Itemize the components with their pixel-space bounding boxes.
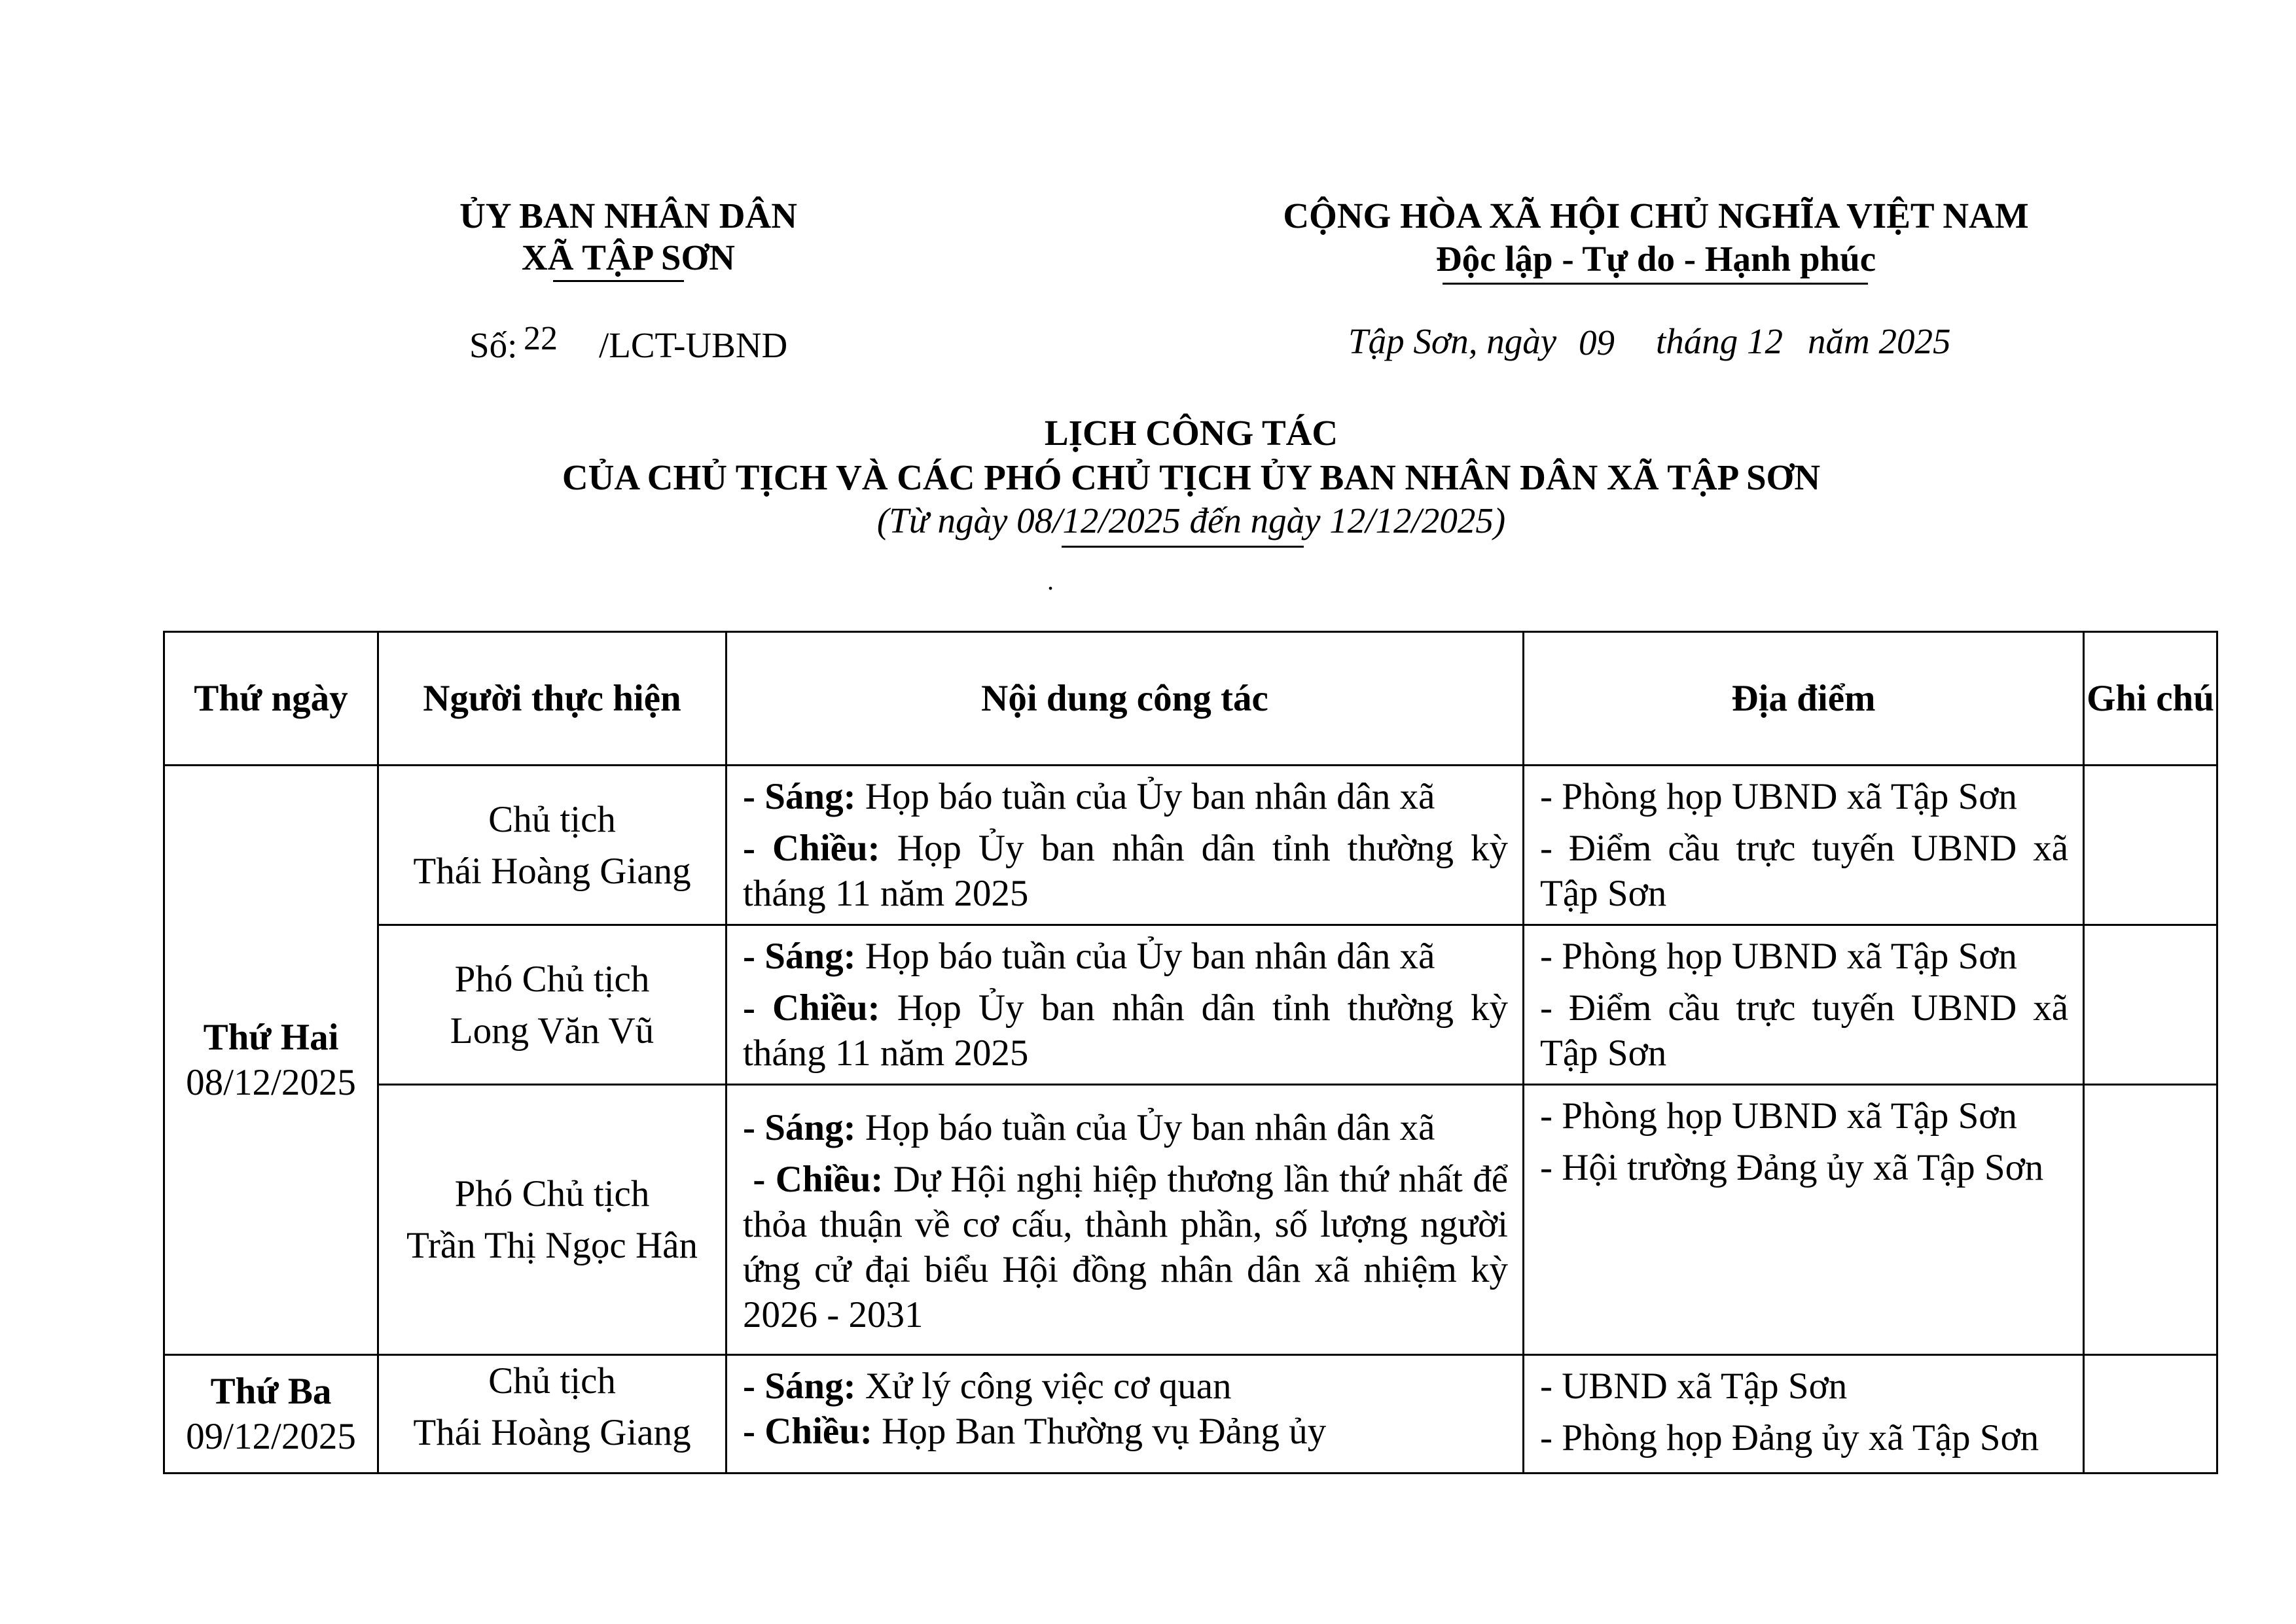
afternoon-text: Dự Hội nghị hiệp thương lần thứ nhất để thỏa thuận về cơ cấu, thành phần, số lượng người ứng cử đại biểu Hội đồng nhân dân xã nhiệm kỳ 2026 - 2031 xyxy=(743,1159,1508,1335)
note-cell xyxy=(2084,925,2217,1085)
date-range: (Từ ngày 08/12/2025 đến ngày 12/12/2025) xyxy=(876,501,1506,540)
morning-label: - Sáng: xyxy=(743,1366,856,1407)
person-name: Trần Thị Ngọc Hân xyxy=(406,1225,698,1266)
date-label: 08/12/2025 xyxy=(186,1062,356,1103)
afternoon-label: - Chiều: xyxy=(743,987,880,1029)
nation-motto: Độc lập - Tự do - Hạnh phúc xyxy=(1435,239,1876,279)
person-name: Thái Hoàng Giang xyxy=(413,1412,691,1453)
note-cell xyxy=(2084,1085,2217,1355)
note-cell xyxy=(2084,766,2217,925)
nation-title: CỘNG HÒA XÃ HỘI CHỦ NGHĨA VIỆT NAM xyxy=(1283,196,2029,236)
person-cell xyxy=(378,1085,726,1355)
content-cell xyxy=(726,1355,1524,1474)
table-row xyxy=(164,1085,2217,1355)
afternoon-label: - Chiều: xyxy=(743,828,880,869)
person-cell xyxy=(378,1355,726,1474)
table-header-row xyxy=(164,632,2217,766)
location-morning: - Phòng họp UBND xã Tập Sơn xyxy=(1540,1095,2017,1137)
morning-text: Xử lý công việc cơ quan xyxy=(865,1366,1232,1407)
location-cell xyxy=(1524,1085,2084,1355)
weekday-label: Thứ Hai xyxy=(203,1017,339,1058)
commune-underline xyxy=(553,280,684,282)
title-underline xyxy=(1062,546,1304,548)
afternoon-text: Họp Ủy ban nhân dân tỉnh thường kỳ tháng 11 năm 2025 xyxy=(743,987,1508,1074)
table-row xyxy=(164,925,2217,1085)
date-place: Tập Sơn, ngày xyxy=(1348,321,1557,361)
date-year: năm 2025 xyxy=(1808,321,1951,361)
morning-text: Họp báo tuần của Ủy ban nhân dân xã xyxy=(865,1107,1435,1148)
location-morning: - Phòng họp UBND xã Tập Sơn xyxy=(1540,776,2017,817)
col-header-person: Người thực hiện xyxy=(378,632,726,766)
doc-number-prefix: Số: xyxy=(469,325,518,365)
morning-label: - Sáng: xyxy=(743,776,856,817)
person-role: Chủ tịch xyxy=(488,798,616,840)
location-cell xyxy=(1524,1355,2084,1474)
location-afternoon: - Hội trường Đảng ủy xã Tập Sơn xyxy=(1540,1147,2044,1188)
note-cell xyxy=(2084,1355,2217,1474)
location-morning: - Phòng họp UBND xã Tập Sơn xyxy=(1540,936,2017,977)
afternoon-label: - Chiều: xyxy=(743,1411,872,1452)
afternoon-label: - Chiều: xyxy=(753,1159,884,1200)
col-header-day: Thứ ngày xyxy=(164,632,378,766)
location-cell xyxy=(1524,766,2084,925)
location-afternoon: - Điểm cầu trực tuyến UBND xã Tập Sơn xyxy=(1540,828,2068,914)
date-label: 09/12/2025 xyxy=(186,1416,356,1457)
weekday-label: Thứ Ba xyxy=(210,1371,332,1412)
afternoon-text: Họp Ủy ban nhân dân tỉnh thường kỳ tháng 11 năm 2025 xyxy=(743,828,1508,914)
person-name: Long Văn Vũ xyxy=(450,1010,655,1051)
commune-name: XÃ TẬP SƠN xyxy=(522,238,735,277)
date-month: tháng 12 xyxy=(1656,321,1784,361)
table-row xyxy=(164,766,2217,925)
morning-label: - Sáng: xyxy=(743,1107,856,1148)
content-cell xyxy=(726,1085,1524,1355)
morning-text: Họp báo tuần của Ủy ban nhân dân xã xyxy=(865,936,1435,977)
person-role: Phó Chủ tịch xyxy=(454,958,650,1000)
agency-name: ỦY BAN NHÂN DÂN xyxy=(459,196,797,236)
location-morning: - UBND xã Tập Sơn xyxy=(1540,1366,1848,1407)
col-header-note: Ghi chú xyxy=(2084,632,2217,766)
location-cell xyxy=(1524,925,2084,1085)
person-cell xyxy=(378,925,726,1085)
stray-dot: . xyxy=(1047,566,1054,595)
afternoon-text: Họp Ban Thường vụ Đảng ủy xyxy=(882,1411,1327,1452)
doc-number-value: 22 xyxy=(524,320,558,357)
person-name: Thái Hoàng Giang xyxy=(413,850,691,892)
motto-underline xyxy=(1443,283,1868,285)
schedule-table xyxy=(163,631,2218,1474)
content-cell xyxy=(726,925,1524,1085)
person-role: Chủ tịch xyxy=(488,1360,616,1402)
page-subtitle: CỦA CHỦ TỊCH VÀ CÁC PHÓ CHỦ TỊCH ỦY BAN NHÂN DÂN XÃ TẬP SƠN xyxy=(562,457,1821,497)
morning-text: Họp báo tuần của Ủy ban nhân dân xã xyxy=(865,776,1435,817)
location-afternoon: - Phòng họp Đảng ủy xã Tập Sơn xyxy=(1540,1417,2039,1458)
doc-number-suffix: /LCT-UBND xyxy=(599,325,788,365)
location-afternoon: - Điểm cầu trực tuyến UBND xã Tập Sơn xyxy=(1540,987,2068,1074)
morning-label: - Sáng: xyxy=(743,936,856,977)
table-row xyxy=(164,1355,2217,1474)
day-cell-tuesday xyxy=(164,1355,378,1474)
col-header-location: Địa điểm xyxy=(1524,632,2084,766)
col-header-content: Nội dung công tác xyxy=(726,632,1524,766)
day-cell-monday xyxy=(164,766,378,1355)
person-role: Phó Chủ tịch xyxy=(454,1173,650,1214)
page-title: LỊCH CÔNG TÁC xyxy=(1044,413,1338,453)
person-cell xyxy=(378,766,726,925)
content-cell xyxy=(726,766,1524,925)
date-day: 09 xyxy=(1579,323,1615,362)
